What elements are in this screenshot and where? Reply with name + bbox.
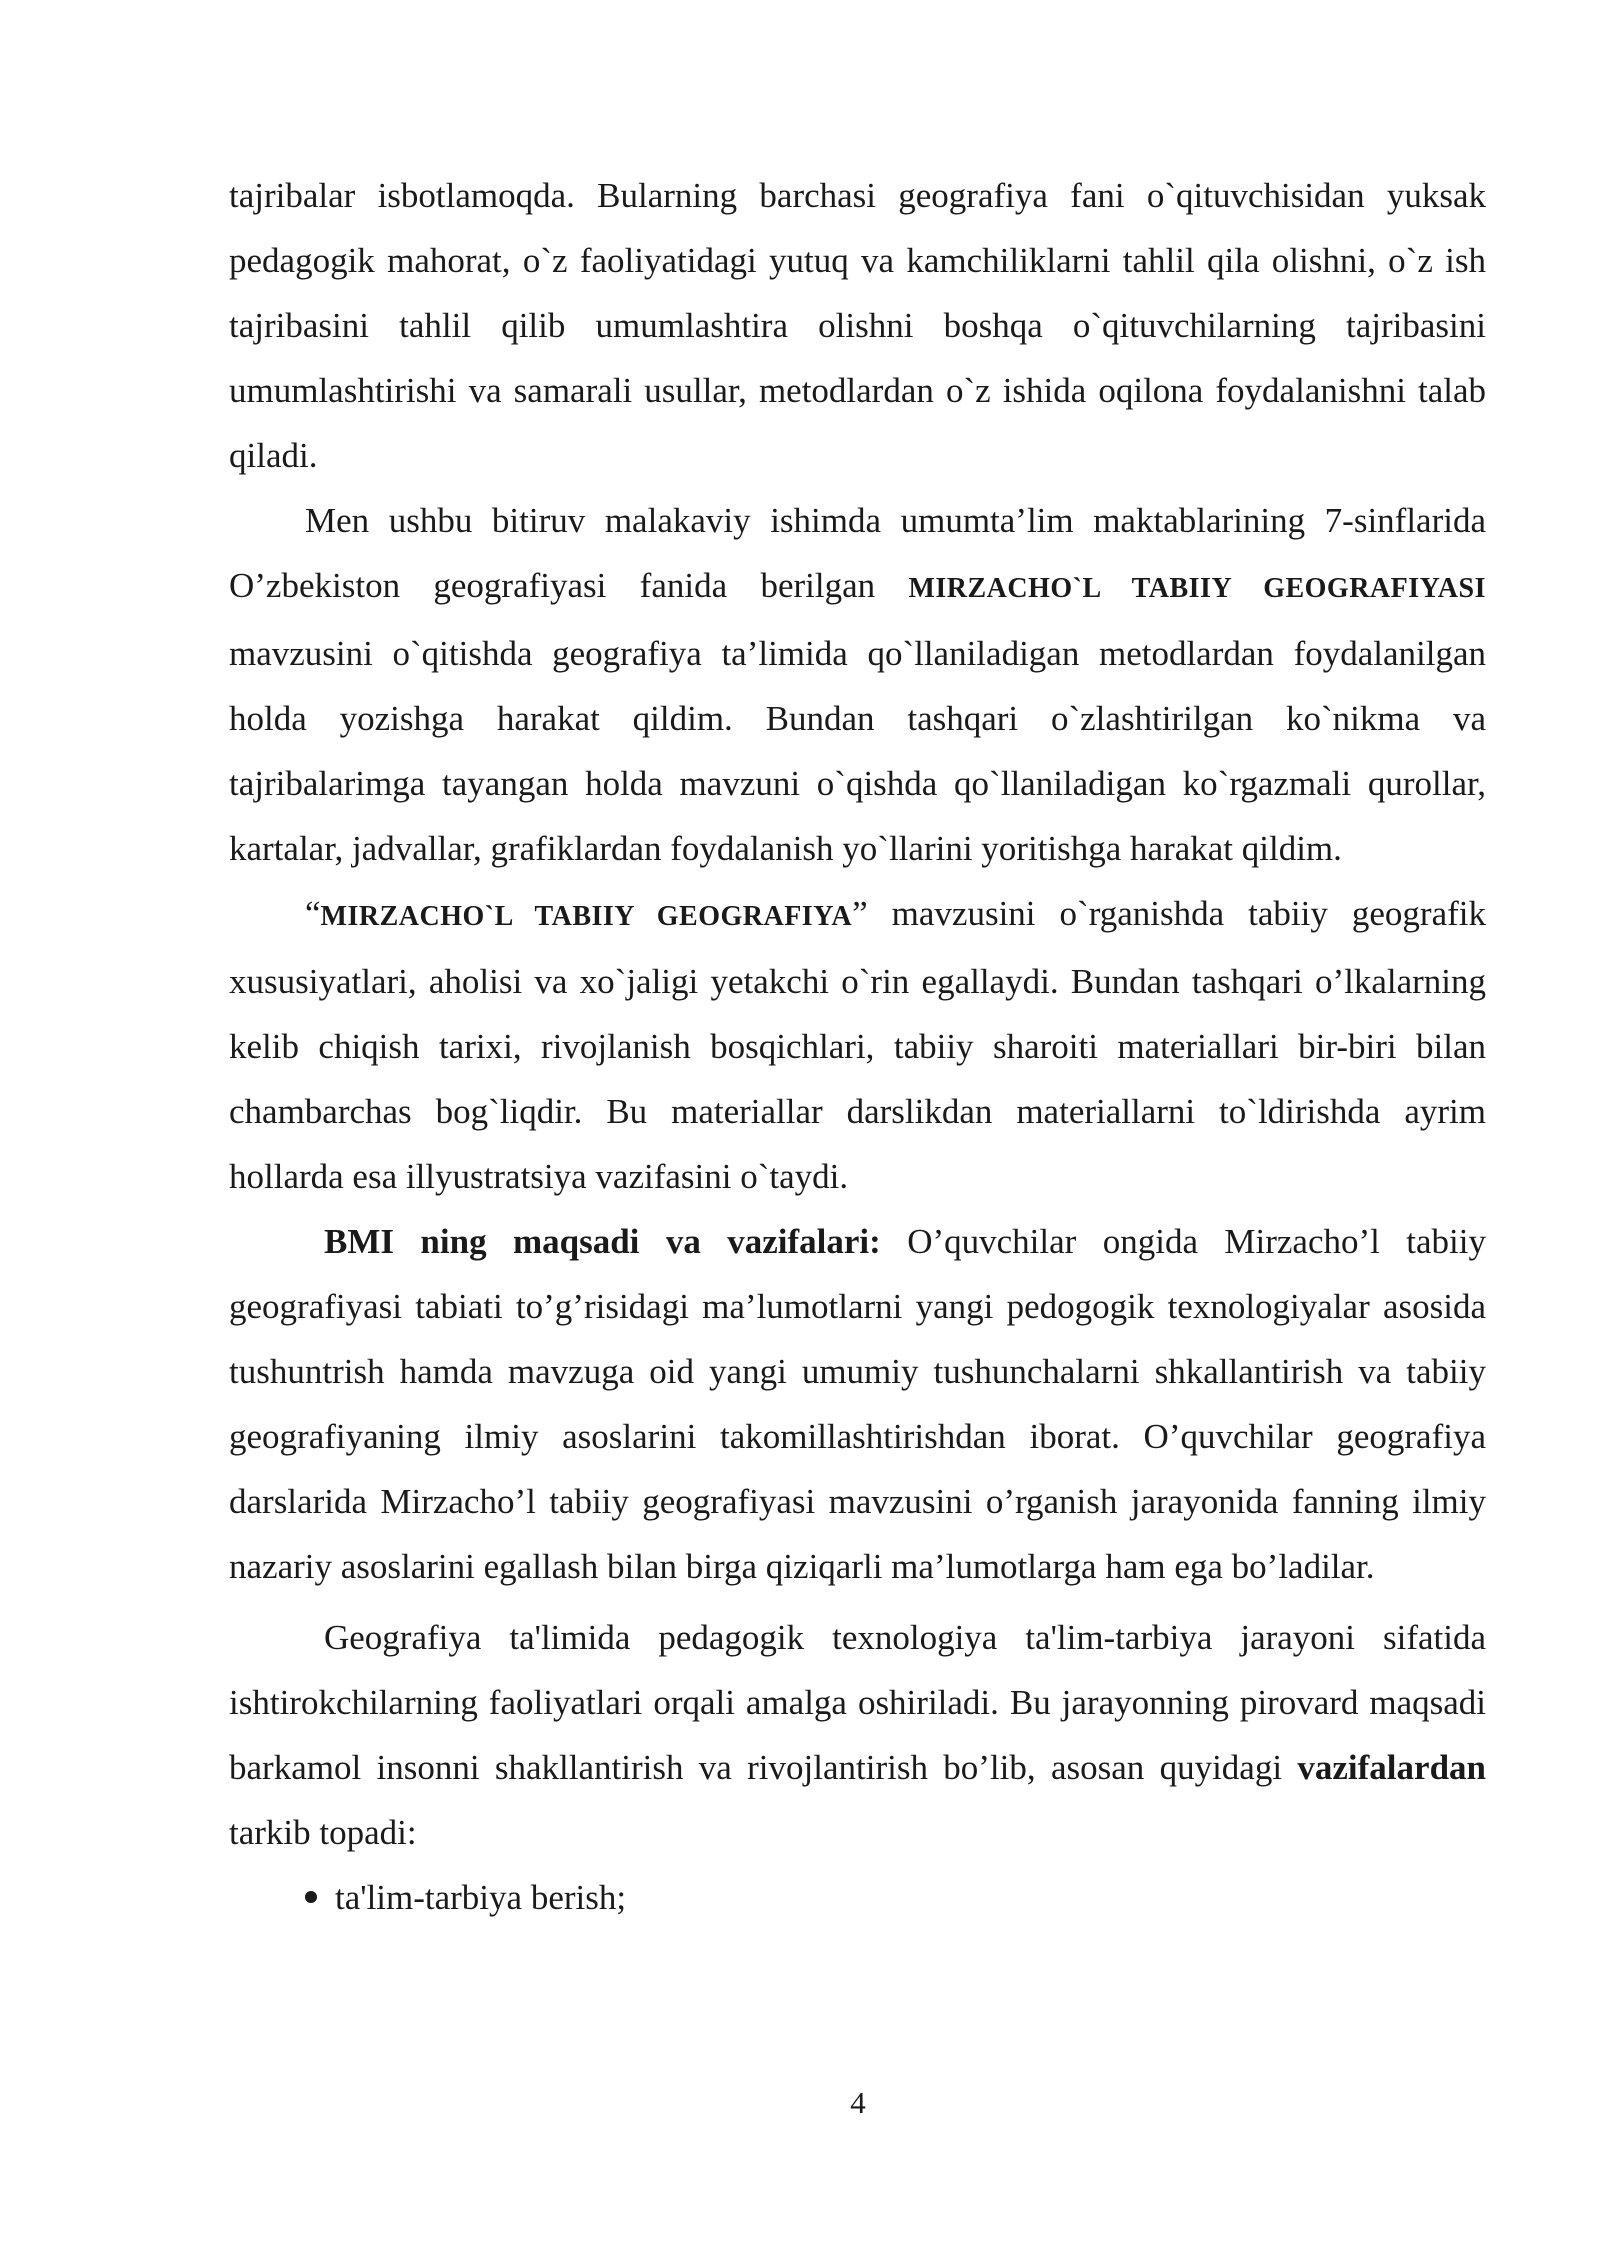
paragraph-3 (229, 881, 1486, 1209)
page-number: 4 (850, 2085, 866, 2120)
list-item-text: ta'lim-tarbiya berish; (335, 1878, 627, 1917)
emphasis-word: vazifalardan (1297, 1748, 1486, 1787)
paragraph-2-text-end: mavzusini o`qitishda geografiya ta’limida qo`llaniladigan metodlardan foydalanilgan holda yozishga harakat qildim. Bundan tashqari o`zlashtirilgan ko`nikma va tajribalarimga tayangan holda mavzuni o`qishda qo`llaniladigan ko`rgazmali qurollar, kartalar, jadvallar, grafiklardan foydalanish yo`llarini yoritishga harakat qildim. (229, 634, 1486, 868)
topic-title-quoted: MIRZACHO`L TABIIY GEOGRAFIYA (320, 901, 853, 932)
bullet-icon (305, 1891, 317, 1903)
open-quote: “ (305, 894, 321, 933)
paragraph-5 (229, 1605, 1486, 1865)
section-heading-inline: BMI ning maqsadi va vazifalari: (324, 1222, 881, 1261)
paragraph-4 (229, 1209, 1486, 1599)
paragraph-3-text: mavzusini o`rganishda tabiiy geografik xususiyatlari, aholisi va xo`jaligi yetakchi o`rin egallaydi. Bundan tashqari o’lkalarning kelib chiqish tarixi, rivojlanish bosqichlari, tabiiy sharoiti materiallari bir-biri bilan chambarchas bog`liqdir. Bu materiallar darslikdan materiallarni to`ldirishda ayrim hollarda esa illyustratsiya vazifasini o`taydi. (229, 894, 1487, 1196)
close-quote: ” (852, 894, 868, 933)
paragraph-2-text-start: Men ushbu bitiruv malakaviy ishimda umumta’lim maktablarining 7-sinflarida O’zbekiston geografiyasi fanida berilgan (229, 501, 1486, 605)
bullet-list (229, 1865, 1486, 1930)
topic-title-inline: MIRZACHO`L TABIIY GEOGRAFIYASI (908, 573, 1486, 604)
list-item (305, 1865, 1486, 1930)
paragraph-5-text-start: Geografiya ta'limida pedagogik texnologiya ta'lim-tarbiya jarayoni sifatida ishtirokchilarning faoliyatlari orqali amalga oshiriladi. Bu jarayonning pirovard maqsadi barkamol insonni shakllantirish va rivojlantirish bo’lib, asosan quyidagi (229, 1618, 1486, 1787)
paragraph-5-text-end: tarkib topadi: (229, 1813, 417, 1852)
paragraph-2 (229, 488, 1486, 881)
document-page (229, 163, 1486, 1930)
paragraph-1: tajribalar isbotlamoqda. Bularning barchasi geografiya fani o`qituvchisidan yuksak pedagogik mahorat, o`z faoliyatidagi yutuq va kamchiliklarni tahlil qila olishni, o`z ish tajribasini tahlil qilib umumlashtira olishni boshqa o`qituvchilarning tajribasini umumlashtirishi va samarali usullar, metodlardan o`z ishida oqilona foydalanishni talab qiladi. (229, 176, 1486, 475)
paragraph-4-text: O’quvchilar ongida Mirzacho’l tabiiy geografiyasi tabiati to’g’risidagi ma’lumotlarni yangi pedogogik texnologiyalar asosida tushuntrish hamda mavzuga oid yangi umumiy tushunchalarni shkallantirish va tabiiy geografiyaning ilmiy asoslarini takomillashtirishdan iborat. O’quvchilar geografiya darslarida Mirzacho’l tabiiy geografiyasi mavzusini o’rganish jarayonida fanning ilmiy nazariy asoslarini egallash bilan birga qiziqarli ma’lumotlarga ham ega bo’ladilar. (229, 1222, 1486, 1586)
